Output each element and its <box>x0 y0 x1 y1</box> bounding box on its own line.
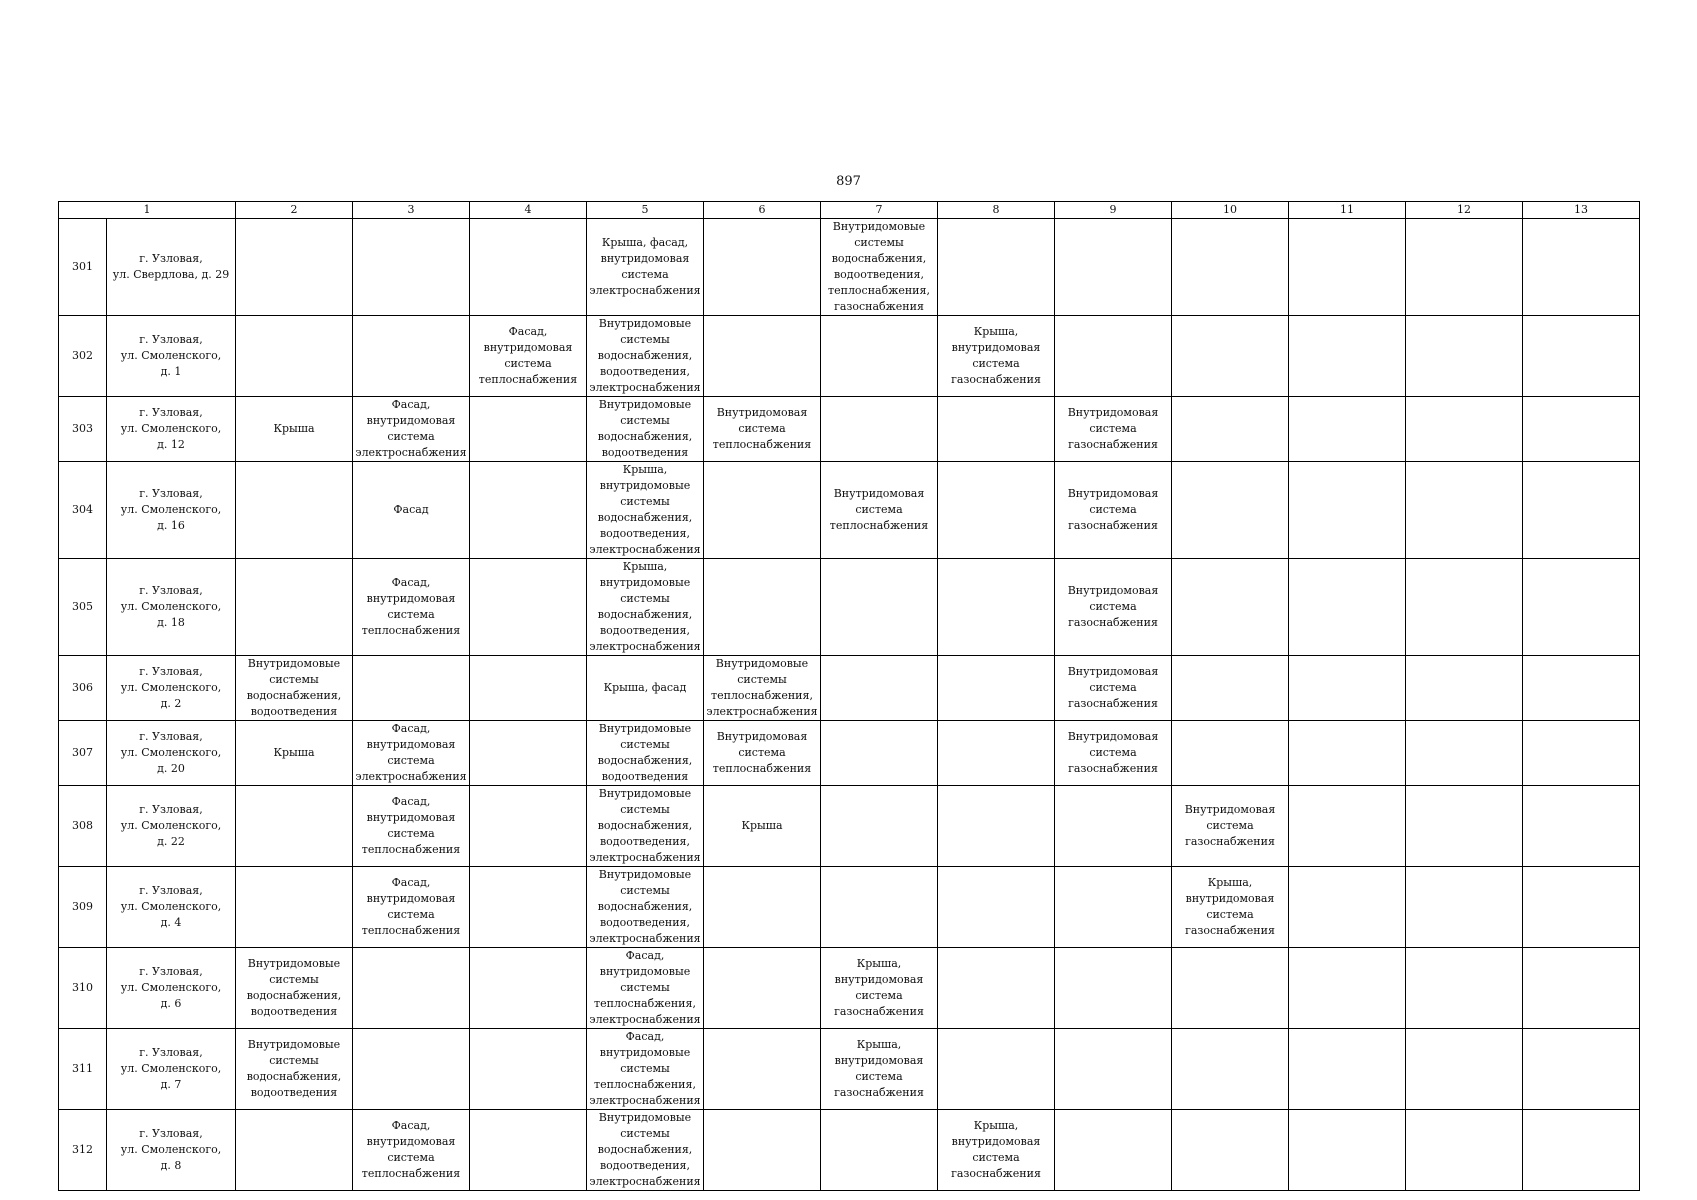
cell-text: Фасад <box>393 503 429 516</box>
work-type-cell <box>821 786 938 867</box>
work-type-cell <box>704 867 821 948</box>
work-type-cell <box>587 1029 704 1110</box>
work-type-cell <box>704 1110 821 1191</box>
table-row <box>59 462 1640 559</box>
work-type-cell <box>587 786 704 867</box>
work-type-cell <box>821 948 938 1029</box>
column-header: 1 <box>59 202 236 219</box>
work-type-cell <box>353 1110 470 1191</box>
address-cell <box>107 219 236 316</box>
address-cell <box>107 867 236 948</box>
work-type-cell <box>1172 219 1289 316</box>
work-type-cell <box>938 219 1055 316</box>
work-type-cell <box>470 397 587 462</box>
column-header: 11 <box>1289 202 1406 219</box>
work-type-cell <box>587 656 704 721</box>
work-type-cell <box>353 559 470 656</box>
table-row <box>59 656 1640 721</box>
work-type-cell <box>1523 559 1640 656</box>
cell-text: Крыша, внутридомовые системы водоснабжения, водоотведения, электроснабжения <box>589 463 701 556</box>
cell-text: Фасад, внутридомовая система электроснабжения <box>355 722 467 783</box>
row-number-cell <box>59 397 107 462</box>
work-type-cell <box>1406 867 1523 948</box>
work-type-cell <box>353 397 470 462</box>
table-row <box>59 948 1640 1029</box>
column-number-row <box>59 202 1640 219</box>
cell-text: г. Узловая, ул. Смоленского, д. 12 <box>120 406 222 451</box>
work-type-cell <box>1172 867 1289 948</box>
work-type-cell <box>236 219 353 316</box>
cell-text: г. Узловая, ул. Свердлова, д. 29 <box>112 252 230 281</box>
cell-text: г. Узловая, ул. Смоленского, д. 18 <box>120 584 222 629</box>
work-type-cell <box>470 462 587 559</box>
work-type-cell <box>1406 786 1523 867</box>
work-type-cell <box>704 462 821 559</box>
work-type-cell <box>938 786 1055 867</box>
work-type-cell <box>938 656 1055 721</box>
work-type-cell <box>821 1110 938 1191</box>
work-type-cell <box>1289 721 1406 786</box>
address-cell <box>107 786 236 867</box>
work-type-cell <box>704 721 821 786</box>
row-number-cell <box>59 786 107 867</box>
work-type-cell <box>1055 1110 1172 1191</box>
work-type-cell <box>1172 462 1289 559</box>
work-type-cell <box>1406 462 1523 559</box>
cell-text: Внутридомовые системы водоснабжения, водоотведения, электроснабжения <box>589 868 701 945</box>
table-row <box>59 316 1640 397</box>
work-type-cell <box>1406 316 1523 397</box>
work-type-cell <box>587 397 704 462</box>
work-type-cell <box>1289 867 1406 948</box>
work-type-cell <box>1406 948 1523 1029</box>
work-type-cell <box>938 397 1055 462</box>
work-type-cell <box>938 721 1055 786</box>
work-type-cell <box>470 1110 587 1191</box>
cell-text: Фасад, внутридомовая система теплоснабжения <box>361 576 461 637</box>
work-type-cell <box>236 316 353 397</box>
address-cell <box>107 1029 236 1110</box>
page-number: 897 <box>836 174 861 189</box>
column-header: 12 <box>1406 202 1523 219</box>
work-type-cell <box>1523 462 1640 559</box>
work-type-cell <box>236 786 353 867</box>
work-type-cell <box>236 559 353 656</box>
table-row <box>59 1110 1640 1191</box>
work-type-cell <box>821 316 938 397</box>
row-number-cell <box>59 462 107 559</box>
cell-text: Внутридомовые системы водоснабжения, водоотведения <box>246 957 342 1018</box>
cell-text: Внутридомовая система газоснабжения <box>1067 730 1159 775</box>
cell-text: 304 <box>72 503 93 516</box>
work-type-cell <box>1523 948 1640 1029</box>
address-cell <box>107 462 236 559</box>
work-type-cell <box>1055 559 1172 656</box>
cell-text: 302 <box>72 349 93 362</box>
work-type-cell <box>1289 559 1406 656</box>
cell-text: 308 <box>72 819 93 832</box>
column-header: 13 <box>1523 202 1640 219</box>
cell-text: г. Узловая, ул. Смоленского, д. 1 <box>120 333 222 378</box>
work-type-cell <box>587 948 704 1029</box>
cell-text: 303 <box>72 422 93 435</box>
work-type-cell <box>821 462 938 559</box>
row-number-cell <box>59 316 107 397</box>
work-type-cell <box>236 397 353 462</box>
cell-text: Фасад, внутридомовые системы теплоснабжения, электроснабжения <box>589 1030 701 1107</box>
work-type-cell <box>236 462 353 559</box>
work-type-cell <box>1289 462 1406 559</box>
work-type-cell <box>236 948 353 1029</box>
cell-text: г. Узловая, ул. Смоленского, д. 8 <box>120 1127 222 1172</box>
address-cell <box>107 948 236 1029</box>
work-type-cell <box>1523 397 1640 462</box>
work-type-cell <box>704 397 821 462</box>
cell-text: Внутридомовая система теплоснабжения <box>712 730 812 775</box>
work-type-cell <box>1289 1029 1406 1110</box>
address-cell <box>107 721 236 786</box>
work-type-cell <box>470 656 587 721</box>
column-header: 4 <box>470 202 587 219</box>
work-type-cell <box>1172 1029 1289 1110</box>
cell-text: г. Узловая, ул. Смоленского, д. 16 <box>120 487 222 532</box>
address-cell <box>107 656 236 721</box>
work-type-cell <box>1289 948 1406 1029</box>
work-type-cell <box>353 786 470 867</box>
cell-text: Крыша <box>273 746 315 759</box>
repair-schedule-table <box>58 201 1640 1191</box>
work-type-cell <box>1289 219 1406 316</box>
cell-text: Крыша, внутридомовая система газоснабжения <box>834 957 924 1018</box>
row-number-cell <box>59 656 107 721</box>
address-cell <box>107 316 236 397</box>
cell-text: Фасад, внутридомовая система теплоснабжения <box>361 795 461 856</box>
column-header: 10 <box>1172 202 1289 219</box>
work-type-cell <box>1055 219 1172 316</box>
work-type-cell <box>1172 397 1289 462</box>
cell-text: Внутридомовая система газоснабжения <box>1067 487 1159 532</box>
cell-text: г. Узловая, ул. Смоленского, д. 20 <box>120 730 222 775</box>
work-type-cell <box>1406 721 1523 786</box>
cell-text: Внутридомовая система теплоснабжения <box>829 487 929 532</box>
column-header: 2 <box>236 202 353 219</box>
work-type-cell <box>1523 867 1640 948</box>
work-type-cell <box>821 867 938 948</box>
work-type-cell <box>938 316 1055 397</box>
work-type-cell <box>1172 559 1289 656</box>
work-type-cell <box>1055 721 1172 786</box>
cell-text: Крыша, внутридомовые системы водоснабжения, водоотведения, электроснабжения <box>589 560 701 653</box>
work-type-cell <box>938 559 1055 656</box>
cell-text: Внутридомовые системы теплоснабжения, электроснабжения <box>706 657 818 718</box>
address-cell <box>107 559 236 656</box>
work-type-cell <box>587 462 704 559</box>
work-type-cell <box>821 219 938 316</box>
work-type-cell <box>821 721 938 786</box>
row-number-cell <box>59 559 107 656</box>
cell-text: Внутридомовые системы водоснабжения, водоотведения <box>246 657 342 718</box>
work-type-cell <box>1055 948 1172 1029</box>
cell-text: Внутридомовая система газоснабжения <box>1067 665 1159 710</box>
work-type-cell <box>1055 786 1172 867</box>
cell-text: Крыша, внутридомовая система газоснабжения <box>951 325 1041 386</box>
table-row <box>59 786 1640 867</box>
work-type-cell <box>470 721 587 786</box>
work-type-cell <box>470 1029 587 1110</box>
table-row <box>59 1029 1640 1110</box>
work-type-cell <box>1172 656 1289 721</box>
row-number-cell <box>59 867 107 948</box>
work-type-cell <box>1406 219 1523 316</box>
address-cell <box>107 397 236 462</box>
work-type-cell <box>1055 316 1172 397</box>
cell-text: 307 <box>72 746 93 759</box>
work-type-cell <box>587 219 704 316</box>
work-type-cell <box>704 1029 821 1110</box>
work-type-cell <box>1172 948 1289 1029</box>
work-type-cell <box>353 1029 470 1110</box>
work-type-cell <box>470 867 587 948</box>
cell-text: 312 <box>72 1143 93 1156</box>
cell-text: Фасад, внутридомовая система теплоснабжения <box>478 325 578 386</box>
work-type-cell <box>821 1029 938 1110</box>
work-type-cell <box>1172 786 1289 867</box>
cell-text: Фасад, внутридомовая система теплоснабжения <box>361 1119 461 1180</box>
cell-text: Крыша, внутридомовая система газоснабжения <box>1185 876 1275 937</box>
work-type-cell <box>704 786 821 867</box>
cell-text: 309 <box>72 900 93 913</box>
work-type-cell <box>821 397 938 462</box>
cell-text: г. Узловая, ул. Смоленского, д. 22 <box>120 803 222 848</box>
work-type-cell <box>1523 1029 1640 1110</box>
column-header: 7 <box>821 202 938 219</box>
work-type-cell <box>1055 397 1172 462</box>
work-type-cell <box>470 786 587 867</box>
table-row <box>59 559 1640 656</box>
row-number-cell <box>59 219 107 316</box>
work-type-cell <box>1055 462 1172 559</box>
work-type-cell <box>1406 1110 1523 1191</box>
work-type-cell <box>938 1029 1055 1110</box>
cell-text: Внутридомовая система теплоснабжения <box>712 406 812 451</box>
cell-text: Фасад, внутридомовая система теплоснабжения <box>361 876 461 937</box>
work-type-cell <box>587 721 704 786</box>
work-type-cell <box>470 316 587 397</box>
cell-text: 306 <box>72 681 93 694</box>
cell-text: г. Узловая, ул. Смоленского, д. 7 <box>120 1046 222 1091</box>
work-type-cell <box>1523 1110 1640 1191</box>
work-type-cell <box>1523 219 1640 316</box>
work-type-cell <box>1289 656 1406 721</box>
table-row <box>59 219 1640 316</box>
work-type-cell <box>587 559 704 656</box>
work-type-cell <box>236 1029 353 1110</box>
cell-text: Внутридомовые системы водоснабжения, водоотведения <box>246 1038 342 1099</box>
work-type-cell <box>1172 1110 1289 1191</box>
work-type-cell <box>470 559 587 656</box>
work-type-cell <box>353 948 470 1029</box>
column-header: 8 <box>938 202 1055 219</box>
work-type-cell <box>1055 1029 1172 1110</box>
row-number-cell <box>59 948 107 1029</box>
work-type-cell <box>353 462 470 559</box>
cell-text: Фасад, внутридомовая система электроснабжения <box>355 398 467 459</box>
work-type-cell <box>1289 786 1406 867</box>
column-header: 6 <box>704 202 821 219</box>
work-type-cell <box>704 316 821 397</box>
column-header: 9 <box>1055 202 1172 219</box>
work-type-cell <box>938 1110 1055 1191</box>
cell-text: Внутридомовые системы водоснабжения, водоотведения, электроснабжения <box>589 1111 701 1188</box>
cell-text: Крыша, фасад <box>603 681 687 694</box>
column-header: 5 <box>587 202 704 219</box>
cell-text: 305 <box>72 600 93 613</box>
cell-text: Фасад, внутридомовые системы теплоснабжения, электроснабжения <box>589 949 701 1026</box>
work-type-cell <box>353 316 470 397</box>
work-type-cell <box>353 656 470 721</box>
work-type-cell <box>587 1110 704 1191</box>
table-row <box>59 867 1640 948</box>
work-type-cell <box>236 867 353 948</box>
cell-text: г. Узловая, ул. Смоленского, д. 2 <box>120 665 222 710</box>
row-number-cell <box>59 1110 107 1191</box>
work-type-cell <box>1523 786 1640 867</box>
cell-text: Крыша, внутридомовая система газоснабжения <box>834 1038 924 1099</box>
work-type-cell <box>587 867 704 948</box>
work-type-cell <box>1523 316 1640 397</box>
work-type-cell <box>1289 316 1406 397</box>
work-type-cell <box>938 867 1055 948</box>
cell-text: г. Узловая, ул. Смоленского, д. 4 <box>120 884 222 929</box>
work-type-cell <box>1055 867 1172 948</box>
cell-text: Крыша, внутридомовая система газоснабжения <box>951 1119 1041 1180</box>
cell-text: Крыша <box>741 819 783 832</box>
cell-text: Внутридомовые системы водоснабжения, водоотведения, теплоснабжения, газоснабжения <box>828 220 930 313</box>
work-type-cell <box>938 948 1055 1029</box>
cell-text: Внутридомовая система газоснабжения <box>1184 803 1276 848</box>
work-type-cell <box>821 656 938 721</box>
work-type-cell <box>1289 1110 1406 1191</box>
cell-text: Внутридомовая система газоснабжения <box>1067 406 1159 451</box>
work-type-cell <box>470 219 587 316</box>
work-type-cell <box>353 219 470 316</box>
work-type-cell <box>587 316 704 397</box>
cell-text: Крыша <box>273 422 315 435</box>
cell-text: Внутридомовая система газоснабжения <box>1067 584 1159 629</box>
table-body <box>59 219 1640 1191</box>
table-row <box>59 721 1640 786</box>
work-type-cell <box>704 656 821 721</box>
cell-text: Внутридомовые системы водоснабжения, водоотведения, электроснабжения <box>589 317 701 394</box>
work-type-cell <box>1172 316 1289 397</box>
work-type-cell <box>353 867 470 948</box>
cell-text: г. Узловая, ул. Смоленского, д. 6 <box>120 965 222 1010</box>
work-type-cell <box>704 559 821 656</box>
work-type-cell <box>1523 656 1640 721</box>
work-type-cell <box>236 721 353 786</box>
work-type-cell <box>353 721 470 786</box>
column-header: 3 <box>353 202 470 219</box>
work-type-cell <box>1055 656 1172 721</box>
cell-text: Внутридомовые системы водоснабжения, водоотведения, электроснабжения <box>589 787 701 864</box>
work-type-cell <box>1172 721 1289 786</box>
work-type-cell <box>470 948 587 1029</box>
row-number-cell <box>59 721 107 786</box>
cell-text: Крыша, фасад, внутридомовая система электроснабжения <box>589 236 701 297</box>
work-type-cell <box>704 948 821 1029</box>
cell-text: 311 <box>72 1062 93 1075</box>
work-type-cell <box>1406 1029 1523 1110</box>
cell-text: Внутридомовые системы водоснабжения, водоотведения <box>597 722 693 783</box>
work-type-cell <box>236 656 353 721</box>
work-type-cell <box>704 219 821 316</box>
work-type-cell <box>1523 721 1640 786</box>
work-type-cell <box>236 1110 353 1191</box>
row-number-cell <box>59 1029 107 1110</box>
work-type-cell <box>1406 397 1523 462</box>
work-type-cell <box>1406 559 1523 656</box>
cell-text: Внутридомовые системы водоснабжения, водоотведения <box>597 398 693 459</box>
work-type-cell <box>1406 656 1523 721</box>
work-type-cell <box>821 559 938 656</box>
address-cell <box>107 1110 236 1191</box>
work-type-cell <box>1289 397 1406 462</box>
work-type-cell <box>938 462 1055 559</box>
cell-text: 301 <box>72 260 93 273</box>
cell-text: 310 <box>72 981 93 994</box>
table-row <box>59 397 1640 462</box>
